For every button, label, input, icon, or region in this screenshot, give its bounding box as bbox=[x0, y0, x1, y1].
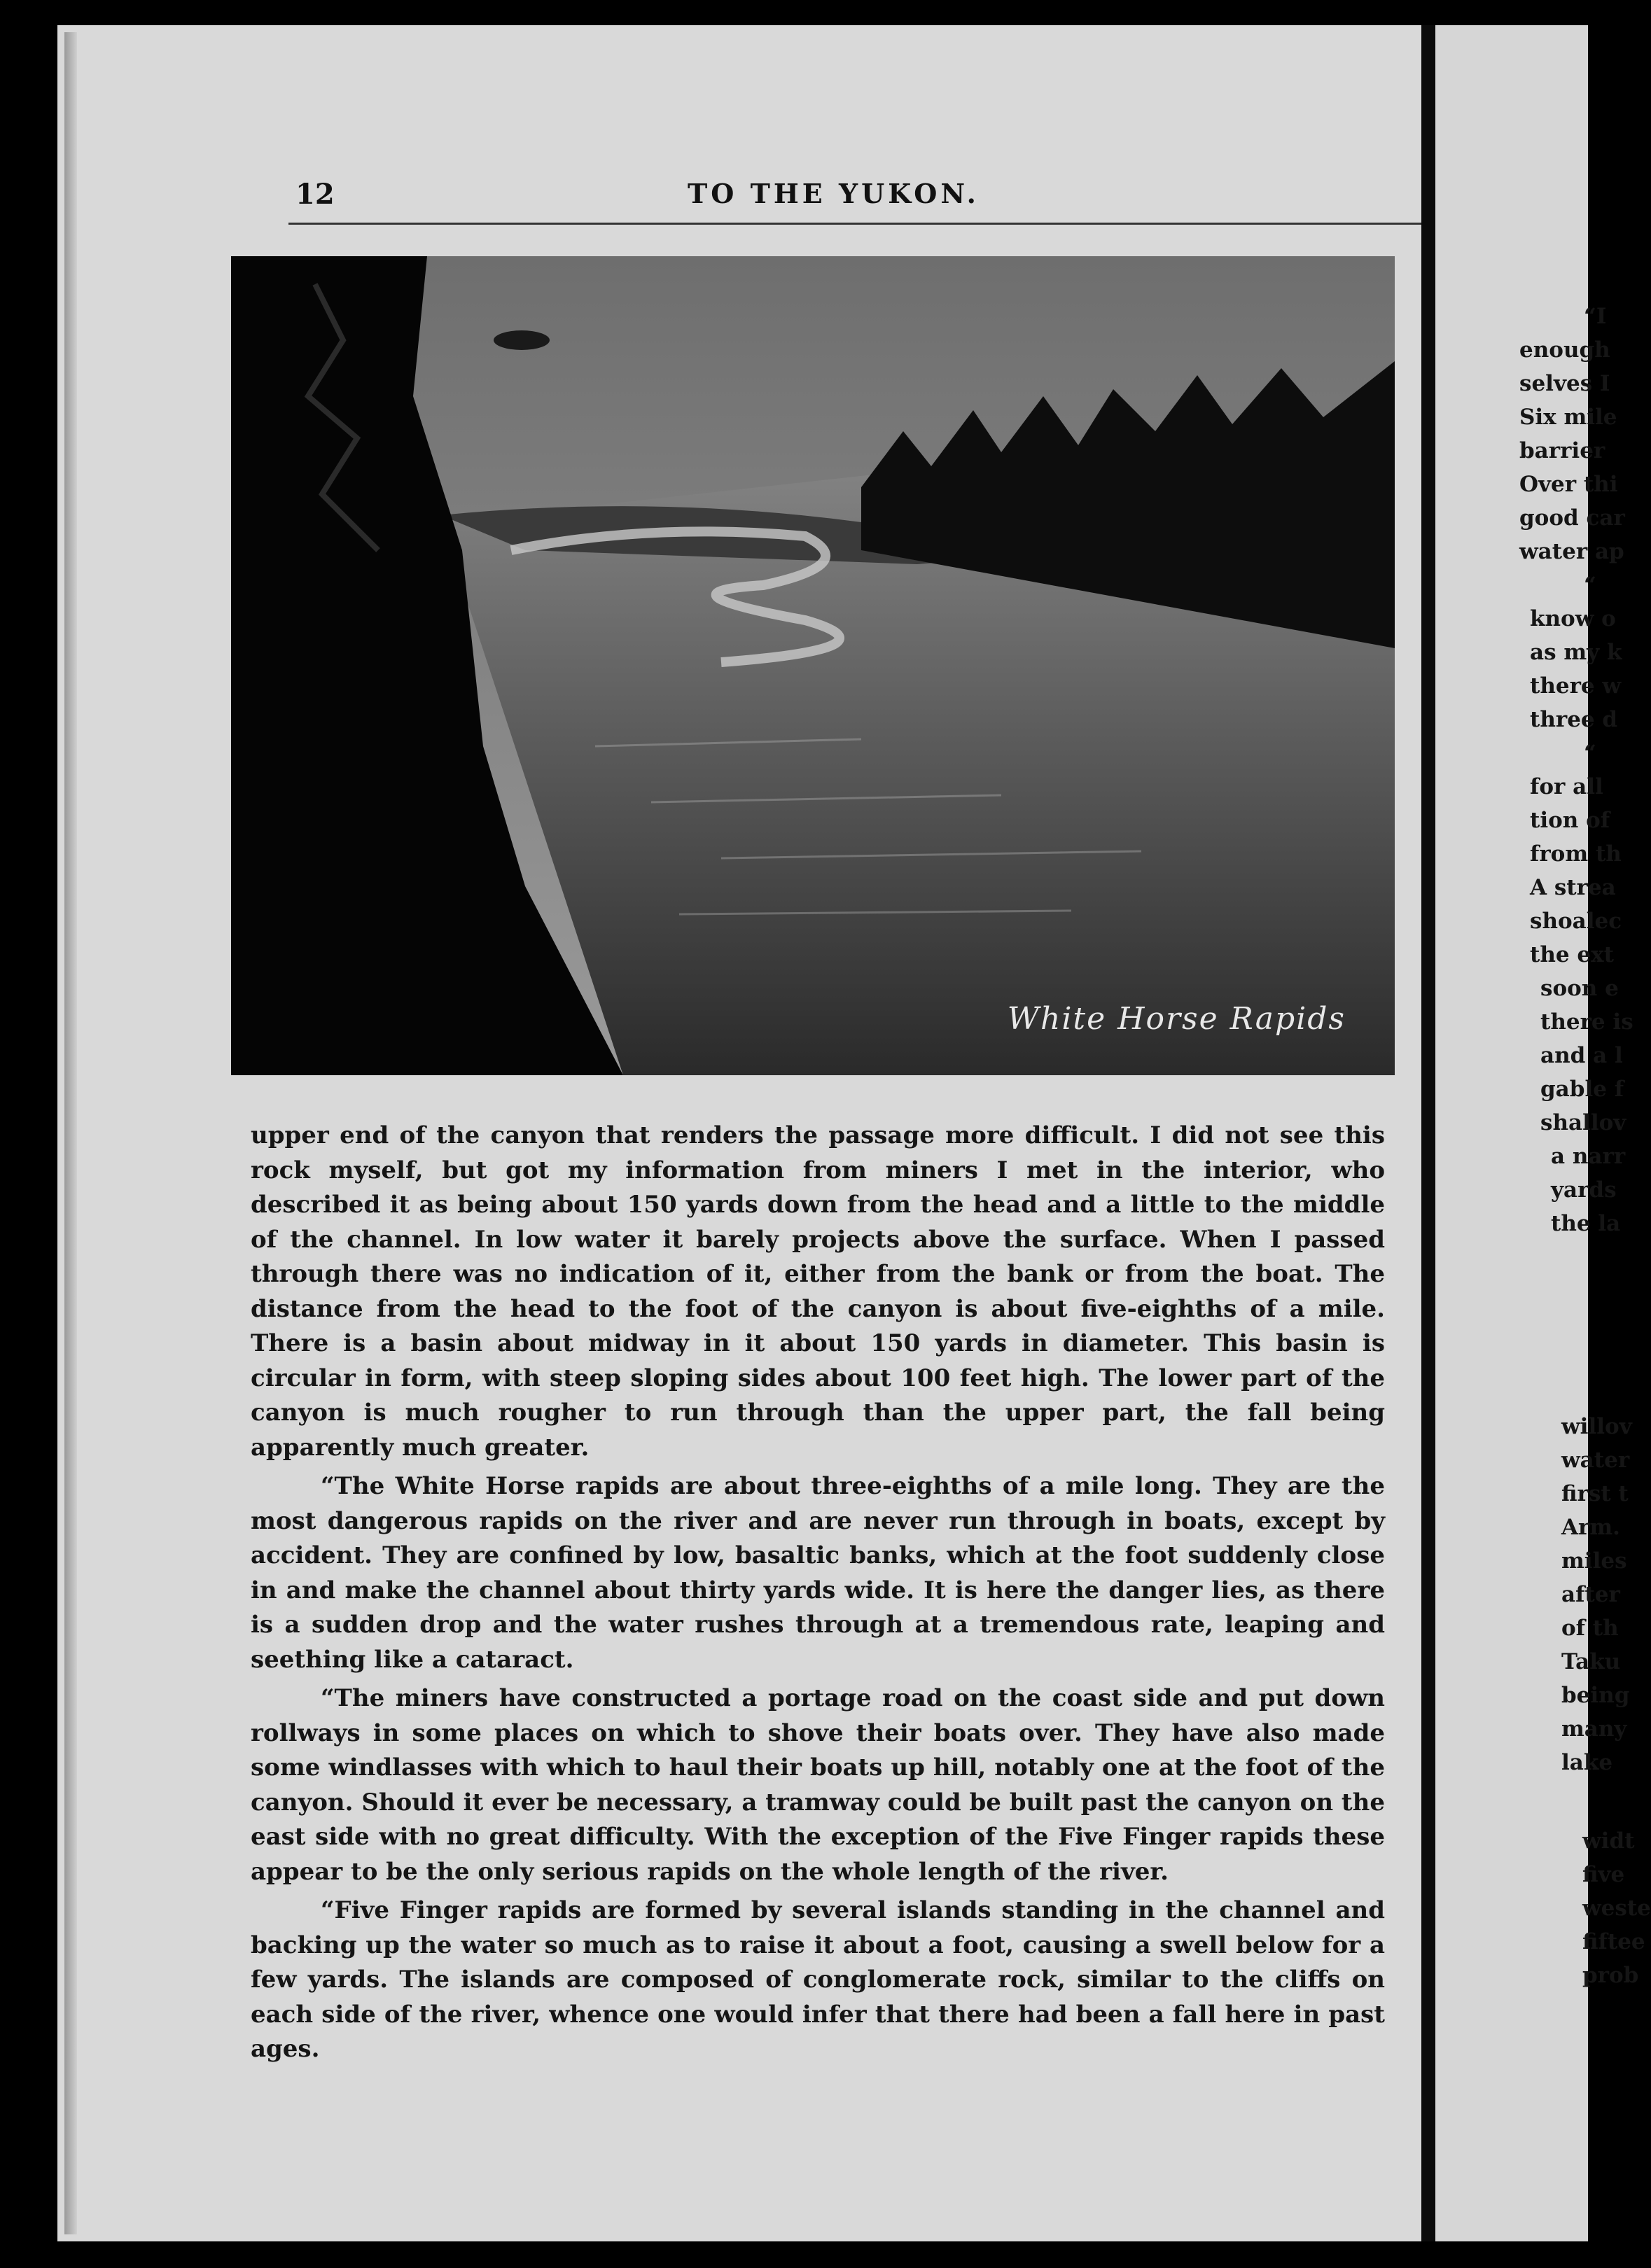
facing-line: three d bbox=[1530, 707, 1618, 732]
facing-line: water bbox=[1561, 1448, 1630, 1473]
facing-line: selves I bbox=[1519, 371, 1610, 396]
facing-line: from th bbox=[1530, 841, 1622, 867]
facing-line: prob bbox=[1582, 1963, 1639, 1988]
facing-line: and a l bbox=[1540, 1043, 1623, 1068]
facing-line: many bbox=[1561, 1716, 1627, 1742]
facing-line: miles bbox=[1561, 1548, 1627, 1574]
facing-line: first t bbox=[1561, 1481, 1629, 1506]
facing-line: good car bbox=[1519, 505, 1625, 531]
facing-line: Arm. bbox=[1561, 1515, 1620, 1540]
page-number: 12 bbox=[295, 178, 335, 211]
facing-line: of th bbox=[1561, 1616, 1619, 1641]
facing-line: there w bbox=[1530, 673, 1622, 699]
facing-line: shoalec bbox=[1530, 909, 1622, 934]
facing-line: shallov bbox=[1540, 1110, 1626, 1135]
facing-line: Six mile bbox=[1519, 405, 1617, 430]
facing-line: the la bbox=[1551, 1211, 1621, 1236]
paragraph: “The White Horse rapids are about three-eighths of a mile long. They are the most dangerous rapids on the river and are never run through in boats, except by accident. They are confined by low, basaltic banks, which at the foot suddenly close in and make the channel about thirty yards wide. It is here the danger lies, as there is a sudden drop and the water rushes through at a tremendous rate, leaping and seething like a cataract. bbox=[251, 1472, 1385, 1674]
paragraph: “The miners have constructed a portage road on the coast side and put down rollways in some places on which to shove their boats over. They have also made some windlasses with which to haul their boats up hill, notably one at the foot of the canyon. Should it ever be necessary, a tramway could be built past the canyon on the east side with no great difficulty. With the exception of the Five Finger rapids these appear to be the only serious rapids on the whole length of the river. bbox=[251, 1684, 1385, 1886]
facing-line: for all bbox=[1530, 774, 1603, 799]
facing-line: know o bbox=[1530, 606, 1616, 631]
river-photo-drawing bbox=[231, 256, 1395, 1075]
facing-line: there is bbox=[1540, 1009, 1633, 1035]
facing-line: lake bbox=[1561, 1750, 1613, 1775]
facing-line: willov bbox=[1561, 1414, 1632, 1439]
river-photograph bbox=[231, 256, 1395, 1075]
facing-line: a narr bbox=[1551, 1144, 1626, 1169]
facing-line: barrier bbox=[1519, 438, 1605, 463]
facing-line: after bbox=[1561, 1582, 1620, 1607]
facing-line: fiftee bbox=[1582, 1929, 1645, 1954]
facing-line: as my k bbox=[1530, 640, 1622, 665]
paragraph: “Five Finger rapids are formed by several islands standing in the channel and backing up the water so much as to raise it about a foot, causing a swell below for a few yards. The islands are composed of conglomerate rock, similar to the cliffs on each side of the river, whence one would infer that there had been a fall here in past ages. bbox=[251, 1896, 1385, 2063]
facing-line: water ap bbox=[1519, 539, 1624, 564]
photo-caption: White Horse Rapids bbox=[1007, 1001, 1346, 1037]
facing-line: Taku bbox=[1561, 1649, 1621, 1674]
facing-line: five bbox=[1582, 1862, 1625, 1887]
facing-line: “I bbox=[1584, 304, 1607, 329]
facing-line: widt bbox=[1582, 1828, 1635, 1854]
page-gutter bbox=[1421, 25, 1435, 2241]
facing-line: enough bbox=[1519, 337, 1610, 363]
facing-line: tion of bbox=[1530, 808, 1610, 833]
facing-line: being bbox=[1561, 1683, 1630, 1708]
facing-line: A strea bbox=[1530, 875, 1616, 900]
facing-line: “ bbox=[1584, 741, 1596, 766]
facing-line: the ext bbox=[1530, 942, 1614, 967]
facing-line: yards bbox=[1551, 1177, 1617, 1203]
running-head: TO THE YUKON. bbox=[688, 178, 980, 209]
facing-line: weste bbox=[1582, 1896, 1651, 1921]
body-text bbox=[251, 1119, 1385, 2071]
facing-line: soon e bbox=[1540, 976, 1619, 1001]
paragraph: upper end of the canyon that renders the passage more difficult. I did not see this rock myself, but got my information from miners I met in the interior, who described it as being about 150 yards down from the head and a little to the middle of the channel. In low water it barely projects above the surface. When I passed through there was no indication of it, either from the bank or from the boat. The distance from the head to the foot of the canyon is about five-eighths of a mile. There is a basin about midway in it about 150 yards in diameter. This basin is circular in form, with steep sloping sides about 100 feet high. The lower part of the canyon is much rougher to run through than the upper part, the fall being apparently much greater. bbox=[251, 1121, 1385, 1462]
facing-line: gable f bbox=[1540, 1077, 1624, 1102]
header-rule bbox=[288, 223, 1423, 225]
facing-line: Over thi bbox=[1519, 472, 1618, 497]
facing-line: “ bbox=[1584, 573, 1596, 598]
facing-page bbox=[1435, 25, 1651, 2241]
